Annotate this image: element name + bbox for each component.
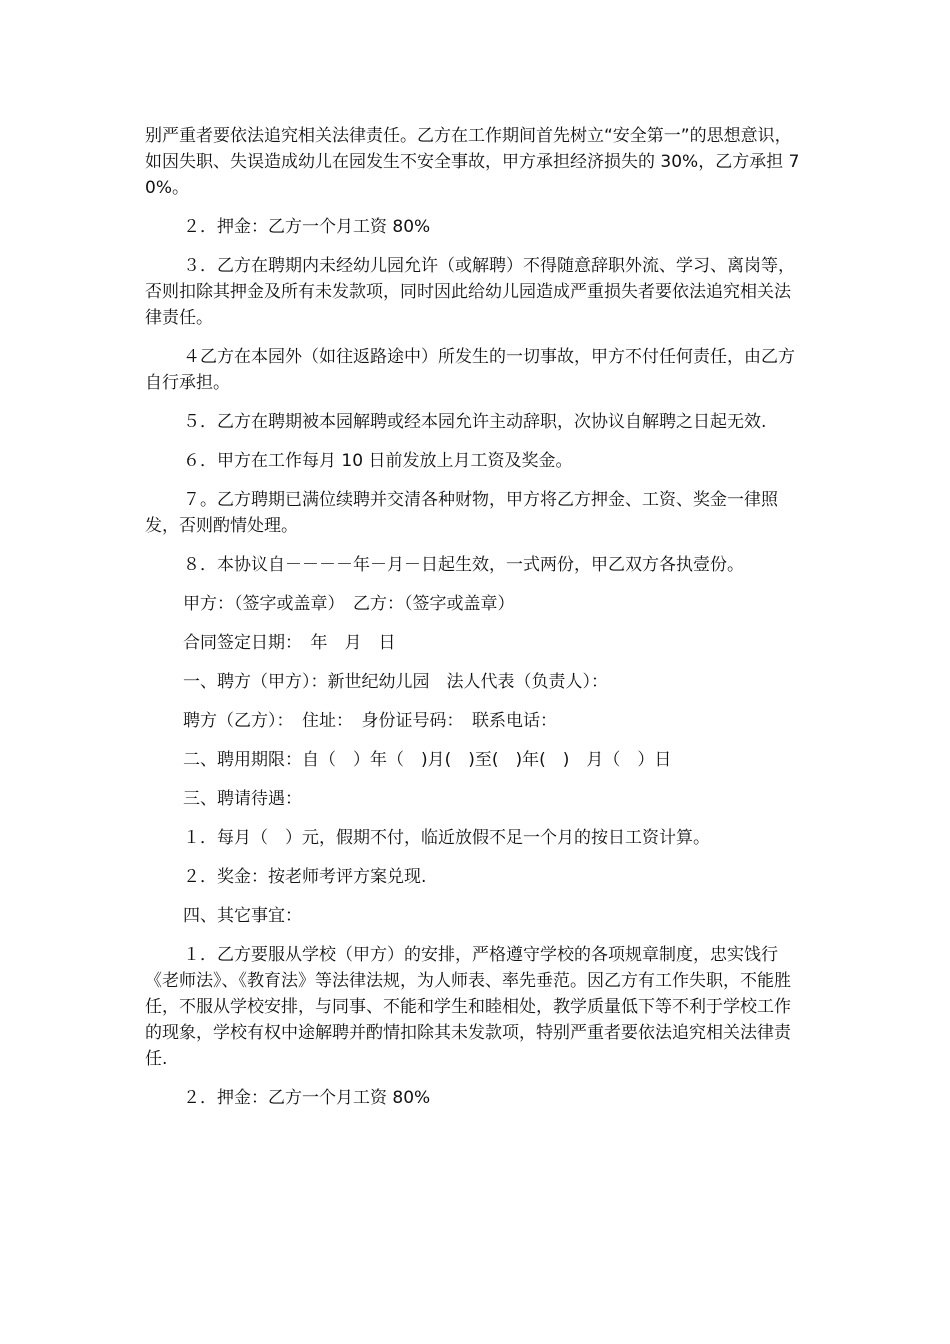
- paragraph-contract-renewal: ７。乙方聘期已满位续聘并交清各种财物，甲方将乙方押金、工资、奖金一律照发，否则酌情处理。: [145, 490, 778, 536]
- paragraph-effective-date: ８．本协议自－－－－年－月－日起生效，一式两份，甲乙双方各执壹份。: [183, 555, 744, 575]
- section-heading-benefits: 三、聘请待遇：: [183, 789, 302, 809]
- paragraph-offsite-accident: ４乙方在本园外（如往返路途中）所发生的一切事故，甲方不付任何责任，由乙方自行承担。: [145, 347, 795, 393]
- paragraph-dismissal-invalid: ５．乙方在聘期被本园解聘或经本园允许主动辞职，次协议自解聘之日起无效.: [183, 412, 767, 432]
- section-employer: 一、聘方（甲方）：新世纪幼儿园 法人代表（负责人）：: [183, 672, 608, 692]
- paragraph-bonus: ２．奖金：按老师考评方案兑现.: [183, 867, 427, 887]
- paragraph-school-rules: １．乙方要服从学校（甲方）的安排，严格遵守学校的各项规章制度，忠实饯行《老师法》、《教育法》等法律法规，为人师表、率先垂范。因乙方有工作失职，不能胜任，不服从学校安排，与同事、不能和学生和睦相处，教学质量低下等不利于学校工作的现象，学校有权中途解聘并酌情扣除其未发款项，特别严重者要依法追究相关法律责任.: [145, 945, 791, 1069]
- paragraph-monthly-salary: １．每月（ ）元，假期不付，临近放假不足一个月的按日工资计算。: [183, 828, 710, 848]
- paragraph-salary-payment: ６．甲方在工作每月 10 日前发放上月工资及奖金。: [183, 451, 573, 471]
- document-page: [145, 123, 800, 1124]
- paragraph-deposit-repeat: ２．押金：乙方一个月工资 80%: [183, 1088, 431, 1108]
- section-heading-other-matters: 四、其它事宜：: [183, 906, 302, 926]
- section-employment-period: 二、聘用期限：自（ ）年（ )月( )至( )年( ) 月（ ）日: [183, 750, 672, 770]
- paragraph-liability-continued: 别严重者要依法追究相关法律责任。乙方在工作期间首先树立“安全第一”的思想意识，如因失职、失误造成幼儿在园发生不安全事故，甲方承担经济损失的 30%，乙方承担 70%。: [145, 126, 800, 198]
- signing-date-line: 合同签定日期： 年 月 日: [183, 633, 396, 653]
- signature-line: 甲方：（签字或盖章） 乙方：（签字或盖章）: [183, 594, 515, 614]
- paragraph-deposit: ２．押金：乙方一个月工资 80%: [183, 217, 431, 237]
- section-employee-info: 聘方（乙方）： 住址： 身份证号码： 联系电话：: [183, 711, 557, 731]
- paragraph-resignation-terms: ３．乙方在聘期内未经幼儿园允许（或解聘）不得随意辞职外流、学习、离岗等，否则扣除其押金及所有未发款项，同时因此给幼儿园造成严重损失者要依法追究相关法律责任。: [145, 256, 795, 328]
